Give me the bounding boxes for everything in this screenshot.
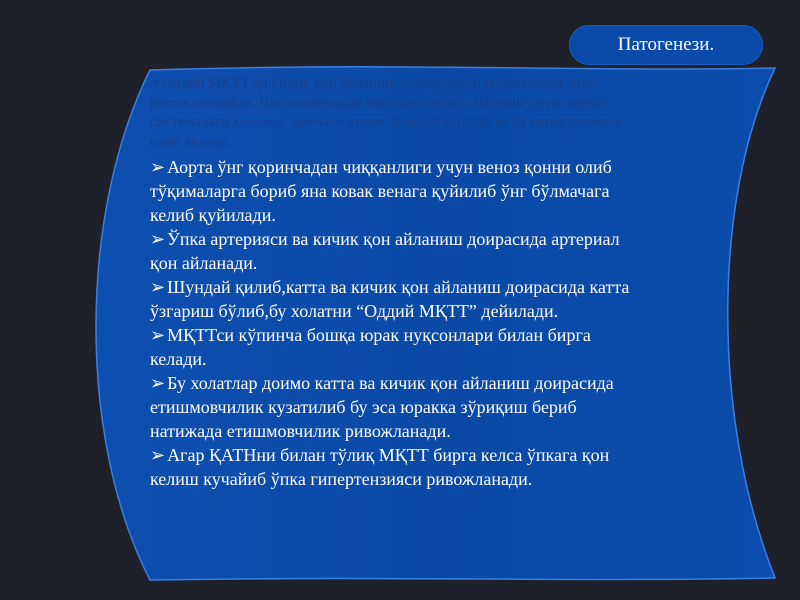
bullet-text: МҚТТси кўпинча бошқа юрак нуқсонлари билан бирга келади. bbox=[150, 325, 591, 369]
arrow-bullet-icon: ➢ bbox=[150, 277, 166, 297]
bullet-text: Агар ҚАТНни билан тўлиқ МҚТТ бирга келса ўпкага қон келиш кучайиб ўпка гипертензияси ривожланади. bbox=[150, 445, 610, 489]
arrow-bullet-icon: ➢ bbox=[150, 445, 166, 465]
arrow-bullet-icon: ➢ bbox=[150, 325, 166, 345]
bullet-text: Шундай қилиб,катта ва кичик қон айланиш доирасида катта ўзгариш бўлиб,бу холатни “Оддий МҚТТ” дейилади. bbox=[150, 277, 630, 321]
bullet-item bbox=[150, 275, 640, 323]
bullet-text: Аорта ўнг қоринчадан чиққанлиги учун веноз қонни олиб тўқималарга бориб яна ковак венага қуйилиб ўнг бўлмачага келиб қуйилади. bbox=[150, 157, 612, 225]
bullet-text: Ўпка артерияси ва кичик қон айланиш доирасида артериал қон айланади. bbox=[150, 229, 620, 273]
arrow-bullet-icon: ➢ bbox=[150, 373, 166, 393]
bullet-item bbox=[150, 155, 640, 227]
bullet-text: Бу холатлар доимо катта ва кичик қон айланиш доирасида етишмовчилик кузатилиб бу эса юракка зўриқиш бериб натижада етишмовчилик ривожланади. bbox=[150, 373, 614, 441]
bullet-item bbox=[150, 227, 640, 275]
faded-paragraph: ➢Оддий МҚТТ да кичик қон айланиш доирасидаги гипертензия эрта ривожланмайди. Чап қоринчадан чиқ қан аортага. Шунинг учун аортал системадаги қоннинг ҳаммаси кичик доирага тушади ва бу гипертензияга олиб келади. bbox=[150, 75, 622, 150]
slide-title: Патогенези. bbox=[569, 25, 763, 65]
bullet-item bbox=[150, 371, 640, 443]
arrow-bullet-icon: ➢ bbox=[150, 229, 166, 249]
slide-content bbox=[150, 74, 640, 560]
arrow-bullet-icon: ➢ bbox=[150, 157, 166, 177]
bullet-item bbox=[150, 323, 640, 371]
bullet-item bbox=[150, 443, 640, 491]
